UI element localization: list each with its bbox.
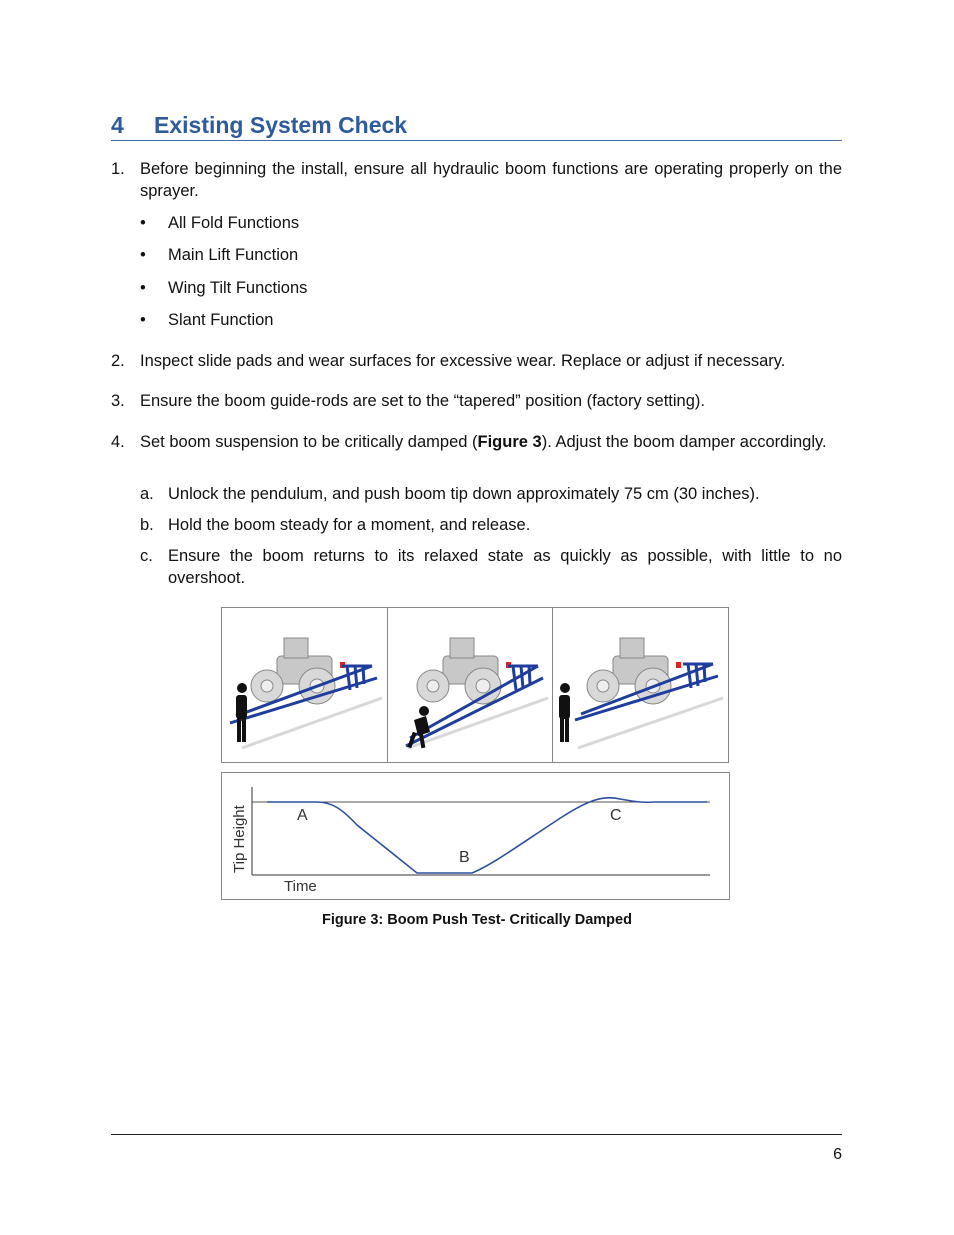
section-title: Existing System Check [154,112,408,138]
figure-caption: Figure 3: Boom Push Test- Critically Damped [322,912,632,928]
label-c: C [610,807,622,824]
bullet-icon: • [140,214,146,232]
section-heading [111,110,842,141]
ylabel: Tip Height [231,805,248,873]
bullet-text: Main Lift Function [168,246,299,264]
item-text-after: ). Adjust the boom damper accordingly. [541,433,827,451]
panel-pushed [387,608,553,762]
item-number: 1. [111,160,125,178]
xlabel: Time [284,878,317,895]
sub-item-letter: b. [140,516,154,534]
label-a: A [297,807,308,824]
item-number: 3. [111,392,125,410]
chart-svg [222,773,729,899]
boom-illustration [221,607,729,763]
figure-reference[interactable]: Figure 3 [477,433,542,451]
tip-height-curve [267,798,707,873]
sub-item-text: Ensure the boom returns to its relaxed state as quickly as possible, with little to no overshoot. [168,547,842,587]
page-number: 6 [833,1146,842,1163]
sub-item-text: Unlock the pendulum, and push boom tip down approximately 75 cm (30 inches). [168,485,760,503]
sub-item-letter: a. [140,485,154,503]
bullet-text: Wing Tilt Functions [168,279,308,297]
footer-divider [111,1134,842,1135]
item-text: Inspect slide pads and wear surfaces for excessive wear. Replace or adjust if necessary. [140,352,786,370]
section-number: 4 [111,112,124,138]
tip-height-chart [221,772,730,900]
item-text: Ensure the boom guide-rods are set to the “tapered” position (factory setting). [140,392,705,410]
item-text [140,431,842,453]
bullet-icon: • [140,246,146,264]
panel-returned [552,608,729,762]
label-b: B [459,849,470,866]
bullet-icon: • [140,279,146,297]
item-number: 4. [111,433,125,451]
sprayer-illustration [388,608,553,762]
panel-relaxed [222,608,387,762]
item-text: Before beginning the install, ensure all hydraulic boom functions are operating properly on the sprayer. [140,160,842,200]
bullet-text: Slant Function [168,311,274,329]
sprayer-illustration [553,608,729,762]
bullet-text: All Fold Functions [168,214,300,232]
item-number: 2. [111,352,125,370]
bullet-icon: • [140,311,146,329]
sprayer-illustration [222,608,387,762]
sub-item-text: Hold the boom steady for a moment, and release. [168,516,531,534]
item-text-before: Set boom suspension to be critically damped ( [140,433,478,451]
sub-item-letter: c. [140,547,153,565]
